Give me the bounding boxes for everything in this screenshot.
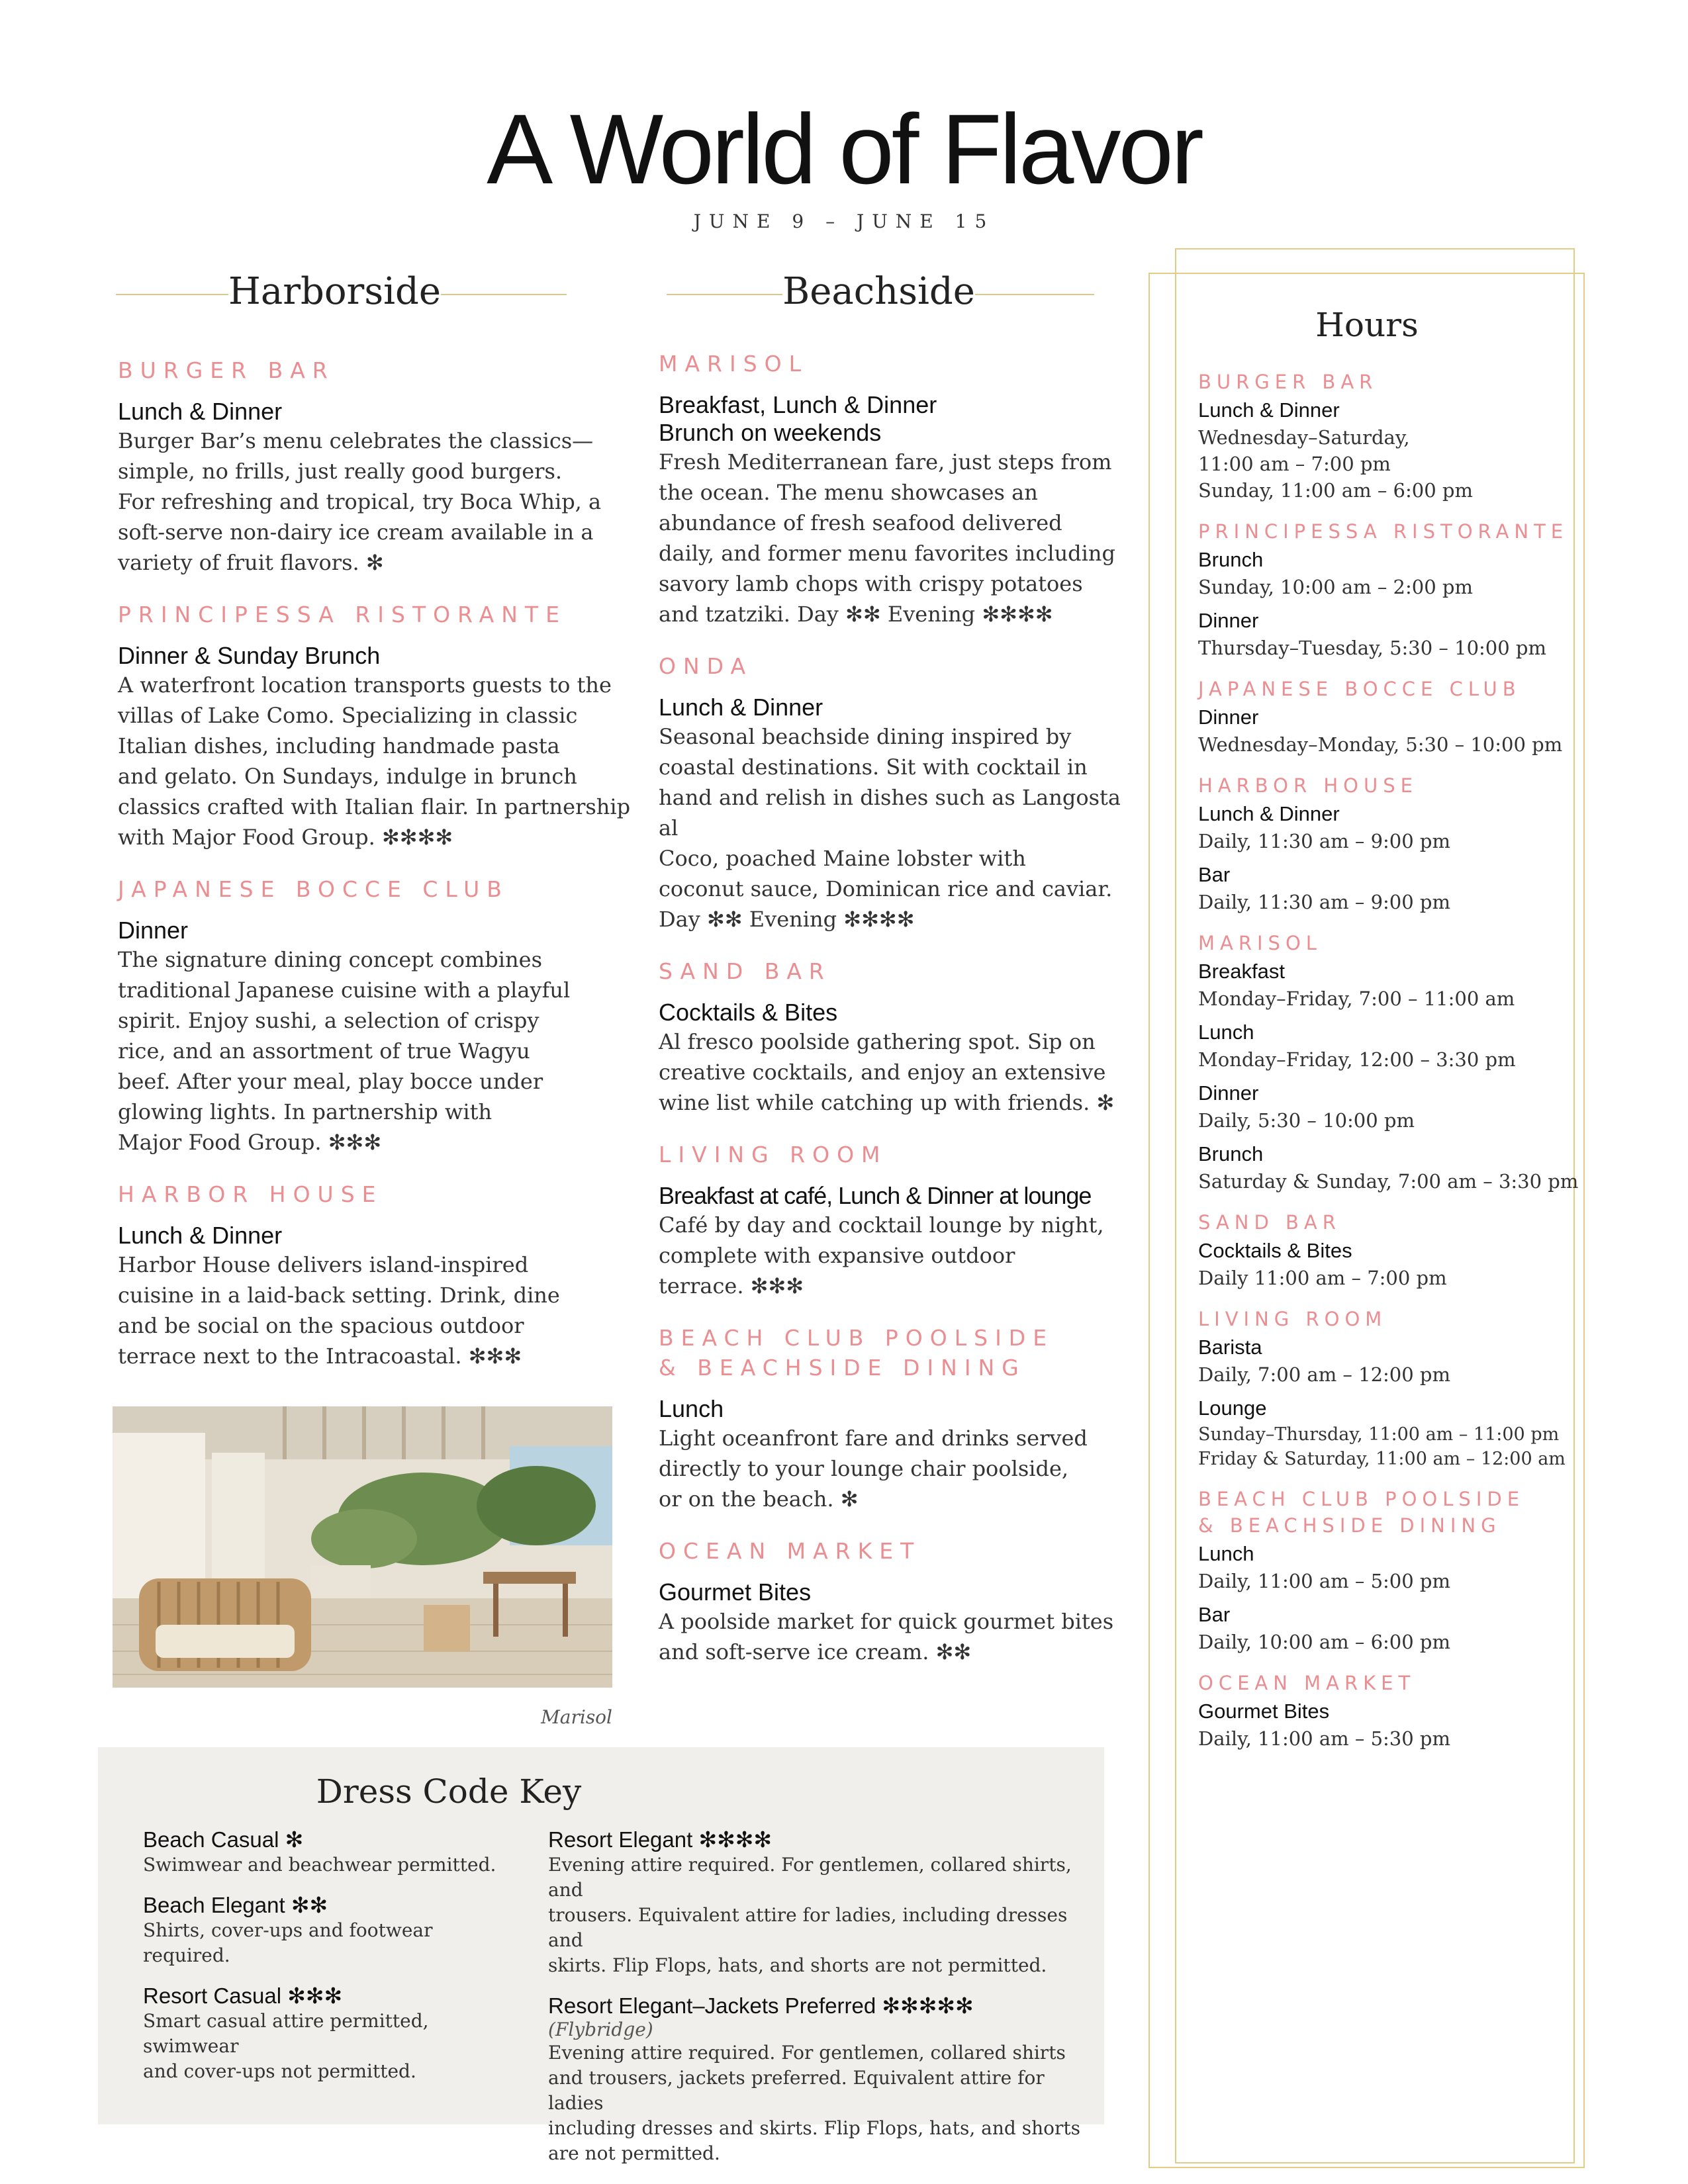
marisol-photo <box>113 1406 612 1688</box>
desc-line: Harbor House delivers island-inspired <box>118 1252 529 1277</box>
desc-line: classics crafted with Italian flair. In partnership <box>118 794 631 819</box>
hours-time: 11:00 am – 7:00 pm <box>1198 453 1391 475</box>
desc-line: beef. After your meal, play bocce under <box>118 1069 543 1094</box>
dress-code-text: including dresses and skirts. Flip Flops, hats, and shorts <box>548 2117 1080 2139</box>
desc-line: and gelato. On Sundays, indulge in brunch <box>118 764 577 789</box>
desc-line: simple, no frills, just really good burgers. <box>118 459 563 484</box>
hours-venue: JAPANESE BOCCE CLUB <box>1198 678 1521 700</box>
desc-line: Coco, poached Maine lobster with <box>659 846 1026 871</box>
desc-line: variety of fruit flavors. ✻ <box>118 550 384 575</box>
hours-time: Thursday–Tuesday, 5:30 – 10:00 pm <box>1198 637 1546 659</box>
meal-label: Lunch & Dinner <box>659 694 823 721</box>
hours-meal: Lunch <box>1198 1542 1254 1565</box>
desc-line: villas of Lake Como. Specializing in classic <box>118 703 578 728</box>
dress-code-right <box>548 1827 1091 2166</box>
dress-code-name: Resort Elegant–Jackets Preferred ✻✻✻✻✻ <box>548 1993 974 2018</box>
hours-time: Friday & Saturday, 11:00 am – 12:00 am <box>1198 1449 1566 1469</box>
hours-meal: Gourmet Bites <box>1198 1700 1330 1723</box>
hours-time: Monday–Friday, 12:00 – 3:30 pm <box>1198 1048 1516 1071</box>
dress-code-text: Evening attire required. For gentlemen, collared shirts, and <box>548 1854 1072 1901</box>
venue-name: BEACH CLUB POOLSIDE <box>659 1325 1055 1351</box>
heading-rule-left <box>667 294 782 295</box>
hours-time: Daily, 11:30 am – 9:00 pm <box>1198 891 1450 913</box>
meal-label: Lunch <box>659 1395 724 1422</box>
beachside-column <box>659 351 1135 1667</box>
desc-line: Burger Bar’s menu celebrates the classics— <box>118 428 594 453</box>
dress-code-name: Resort Elegant ✻✻✻✻ <box>548 1827 773 1852</box>
hours-venue: LIVING ROOM <box>1198 1308 1387 1330</box>
hours-time: Daily, 5:30 – 10:00 pm <box>1198 1109 1415 1132</box>
dress-code-title: Dress Code Key <box>316 1772 582 1811</box>
venue-description <box>659 1606 1135 1667</box>
dress-code-text: and trousers, jackets preferred. Equivalent attire for ladies <box>548 2067 1045 2114</box>
desc-line: coastal destinations. Sit with cocktail in <box>659 754 1088 780</box>
meal-label-secondary: Brunch on weekends <box>659 419 882 446</box>
desc-line: glowing lights. In partnership with <box>118 1099 492 1124</box>
hours-meal: Lunch <box>1198 1021 1254 1044</box>
dress-code-name: Beach Elegant ✻✻ <box>143 1893 328 1917</box>
hours-time: Wednesday–Monday, 5:30 – 10:00 pm <box>1198 733 1563 756</box>
heading-rule-right <box>975 294 1094 295</box>
meal-label: Breakfast, Lunch & Dinner <box>659 391 937 418</box>
hours-venue: SAND BAR <box>1198 1211 1341 1234</box>
venue-name: SAND BAR <box>659 958 831 984</box>
harborside-column <box>118 357 634 1371</box>
desc-line: or on the beach. ✻ <box>659 1486 859 1512</box>
venue-description <box>118 670 634 852</box>
dress-code-left <box>143 1827 514 2084</box>
desc-line: Seasonal beachside dining inspired by <box>659 724 1072 749</box>
desc-line: directly to your lounge chair poolside, <box>659 1456 1069 1481</box>
hours-time: Saturday & Sunday, 7:00 am – 3:30 pm <box>1198 1170 1579 1193</box>
hours-meal: Cocktails & Bites <box>1198 1239 1352 1262</box>
desc-line: traditional Japanese cuisine with a playful <box>118 978 571 1003</box>
hours-time: Daily, 11:00 am – 5:00 pm <box>1198 1570 1450 1592</box>
hours-time: Sunday–Thursday, 11:00 am – 11:00 pm <box>1198 1424 1560 1445</box>
hours-time: Daily 11:00 am – 7:00 pm <box>1198 1267 1447 1289</box>
dress-code-text: Shirts, cover-ups and footwear required. <box>143 1919 433 1966</box>
desc-line: terrace. ✻✻✻ <box>659 1273 804 1298</box>
hours-meal: Brunch <box>1198 548 1264 571</box>
beachside-heading-text: Beachside <box>782 270 975 313</box>
venue-description <box>118 1250 634 1371</box>
venue-name: MARISOL <box>659 351 809 377</box>
hours-time: Monday–Friday, 7:00 – 11:00 am <box>1198 987 1515 1010</box>
page-title: A World of Flavor <box>487 93 1201 205</box>
dress-code-text: Swimwear and beachwear permitted. <box>143 1854 496 1876</box>
desc-line: spirit. Enjoy sushi, a selection of crispy <box>118 1008 539 1033</box>
hours-time: Daily, 11:30 am – 9:00 pm <box>1198 830 1450 852</box>
dress-code-text: Smart casual attire permitted, swimwear <box>143 2010 429 2057</box>
venue-description <box>118 944 634 1158</box>
meal-label: Dinner & Sunday Brunch <box>118 642 381 669</box>
venue-description <box>659 1210 1135 1301</box>
desc-line: For refreshing and tropical, try Boca Whip, a <box>118 489 602 514</box>
desc-line: rice, and an assortment of true Wagyu <box>118 1038 530 1064</box>
desc-line: A poolside market for quick gourmet bites <box>659 1609 1114 1634</box>
hours-venue-line2: & BEACHSIDE DINING <box>1198 1514 1501 1537</box>
hours-venue: HARBOR HOUSE <box>1198 774 1418 797</box>
meal-label: Gourmet Bites <box>659 1578 812 1606</box>
beachside-heading <box>655 270 1105 313</box>
harborside-heading <box>116 270 561 313</box>
hours-time: Daily, 11:00 am – 5:30 pm <box>1198 1727 1450 1750</box>
desc-line: the ocean. The menu showcases an <box>659 480 1038 505</box>
desc-line: soft-serve non-dairy ice cream available in a <box>118 520 594 545</box>
hours-venue: MARISOL <box>1198 932 1322 954</box>
hours-meal: Lunch & Dinner <box>1198 398 1340 422</box>
harborside-heading-text: Harborside <box>228 270 441 313</box>
hours-meal: Lunch & Dinner <box>1198 802 1340 825</box>
desc-line: hand and relish in dishes such as Langosta al <box>659 785 1121 841</box>
dress-code-text: and cover-ups not permitted. <box>143 2060 416 2082</box>
desc-line: wine list while catching up with friends. ✻ <box>659 1090 1115 1115</box>
hours-meal: Dinner <box>1198 1081 1259 1105</box>
hours-time: Wednesday–Saturday, <box>1198 426 1410 449</box>
desc-line: coconut sauce, Dominican rice and caviar. <box>659 876 1113 901</box>
hours-time: Sunday, 11:00 am – 6:00 pm <box>1198 479 1473 502</box>
hours-meal: Brunch <box>1198 1142 1264 1165</box>
date-range: JUNE 9 – JUNE 15 <box>693 210 995 232</box>
venue-description <box>118 426 634 578</box>
hours-time: Daily, 10:00 am – 6:00 pm <box>1198 1631 1450 1653</box>
hours-meal: Breakfast <box>1198 960 1285 983</box>
photo-caption: Marisol <box>541 1706 612 1728</box>
venue-description <box>659 447 1135 629</box>
meal-label: Dinner <box>118 917 189 944</box>
hours-meal: Dinner <box>1198 609 1259 632</box>
desc-line: complete with expansive outdoor <box>659 1243 1015 1268</box>
venue-name: PRINCIPESSA RISTORANTE <box>118 602 567 627</box>
hours-time: Sunday, 10:00 am – 2:00 pm <box>1198 576 1473 598</box>
desc-line: savory lamb chops with crispy potatoes <box>659 571 1083 596</box>
desc-line: Fresh Mediterranean fare, just steps from <box>659 449 1112 475</box>
hours-meal: Barista <box>1198 1336 1262 1359</box>
venue-name: JAPANESE BOCCE CLUB <box>118 876 509 902</box>
venue-name: BURGER BAR <box>118 357 335 383</box>
hours-meal: Bar <box>1198 863 1231 886</box>
dress-code-name: Resort Casual ✻✻✻ <box>143 1983 343 2008</box>
desc-line: terrace next to the Intracoastal. ✻✻✻ <box>118 1343 522 1369</box>
venue-description <box>659 721 1135 934</box>
dress-code-text: trousers. Equivalent attire for ladies, including dresses and <box>548 1904 1068 1951</box>
venue-description <box>659 1026 1135 1118</box>
meal-label: Cocktails & Bites <box>659 999 838 1026</box>
venue-name: LIVING ROOM <box>659 1142 888 1167</box>
desc-line: with Major Food Group. ✻✻✻✻ <box>118 825 453 850</box>
desc-line: daily, and former menu favorites including <box>659 541 1115 566</box>
hours-meal: Dinner <box>1198 705 1259 729</box>
meal-label: Breakfast at café, Lunch & Dinner at lounge <box>659 1182 1092 1209</box>
venue-name-line2: & BEACHSIDE DINING <box>659 1355 1026 1381</box>
desc-line: abundance of fresh seafood delivered <box>659 510 1062 535</box>
desc-line: Italian dishes, including handmade pasta <box>118 733 560 758</box>
desc-line: and tzatziki. Day ✻✻ Evening ✻✻✻✻ <box>659 602 1053 627</box>
venue-name: HARBOR HOUSE <box>118 1181 383 1207</box>
dress-code-sub: (Flybridge) <box>548 2019 653 2040</box>
hours-venue: BURGER BAR <box>1198 371 1378 393</box>
desc-line: The signature dining concept combines <box>118 947 542 972</box>
hours-venue: BEACH CLUB POOLSIDE <box>1198 1488 1525 1510</box>
desc-line: A waterfront location transports guests to the <box>118 672 612 698</box>
desc-line: Al fresco poolside gathering spot. Sip on <box>659 1029 1096 1054</box>
desc-line: Major Food Group. ✻✻✻ <box>118 1130 382 1155</box>
heading-rule-right <box>441 294 567 295</box>
hours-time: Daily, 7:00 am – 12:00 pm <box>1198 1363 1450 1386</box>
desc-line: Light oceanfront fare and drinks served <box>659 1426 1088 1451</box>
venue-description <box>659 1423 1135 1514</box>
desc-line: and be social on the spacious outdoor <box>118 1313 524 1338</box>
terrace-illustration <box>113 1406 612 1688</box>
meal-label: Lunch & Dinner <box>118 398 283 425</box>
venue-name: OCEAN MARKET <box>659 1538 921 1564</box>
hours-list <box>1198 371 1579 1750</box>
heading-rule-left <box>116 294 228 295</box>
desc-line: cuisine in a laid-back setting. Drink, dine <box>118 1283 560 1308</box>
hours-venue: PRINCIPESSA RISTORANTE <box>1198 520 1569 543</box>
dress-code-name: Beach Casual ✻ <box>143 1827 304 1852</box>
hours-meal: Bar <box>1198 1603 1231 1626</box>
hours-meal: Lounge <box>1198 1396 1267 1420</box>
dress-code-text: Evening attire required. For gentlemen, collared shirts <box>548 2042 1066 2064</box>
dress-code-box <box>98 1747 1104 2164</box>
venue-name: ONDA <box>659 653 753 679</box>
meal-label: Lunch & Dinner <box>118 1222 283 1249</box>
dress-code-text: skirts. Flip Flops, hats, and shorts are not permitted. <box>548 1954 1047 1976</box>
desc-line: Café by day and cocktail lounge by night, <box>659 1212 1104 1238</box>
desc-line: creative cocktails, and enjoy an extensive <box>659 1060 1106 1085</box>
hours-title: Hours <box>1315 306 1419 344</box>
desc-line: and soft-serve ice cream. ✻✻ <box>659 1639 972 1664</box>
desc-line: Day ✻✻ Evening ✻✻✻✻ <box>659 907 915 932</box>
hours-venue: OCEAN MARKET <box>1198 1672 1416 1694</box>
dress-code-text: are not permitted. <box>548 2142 720 2164</box>
